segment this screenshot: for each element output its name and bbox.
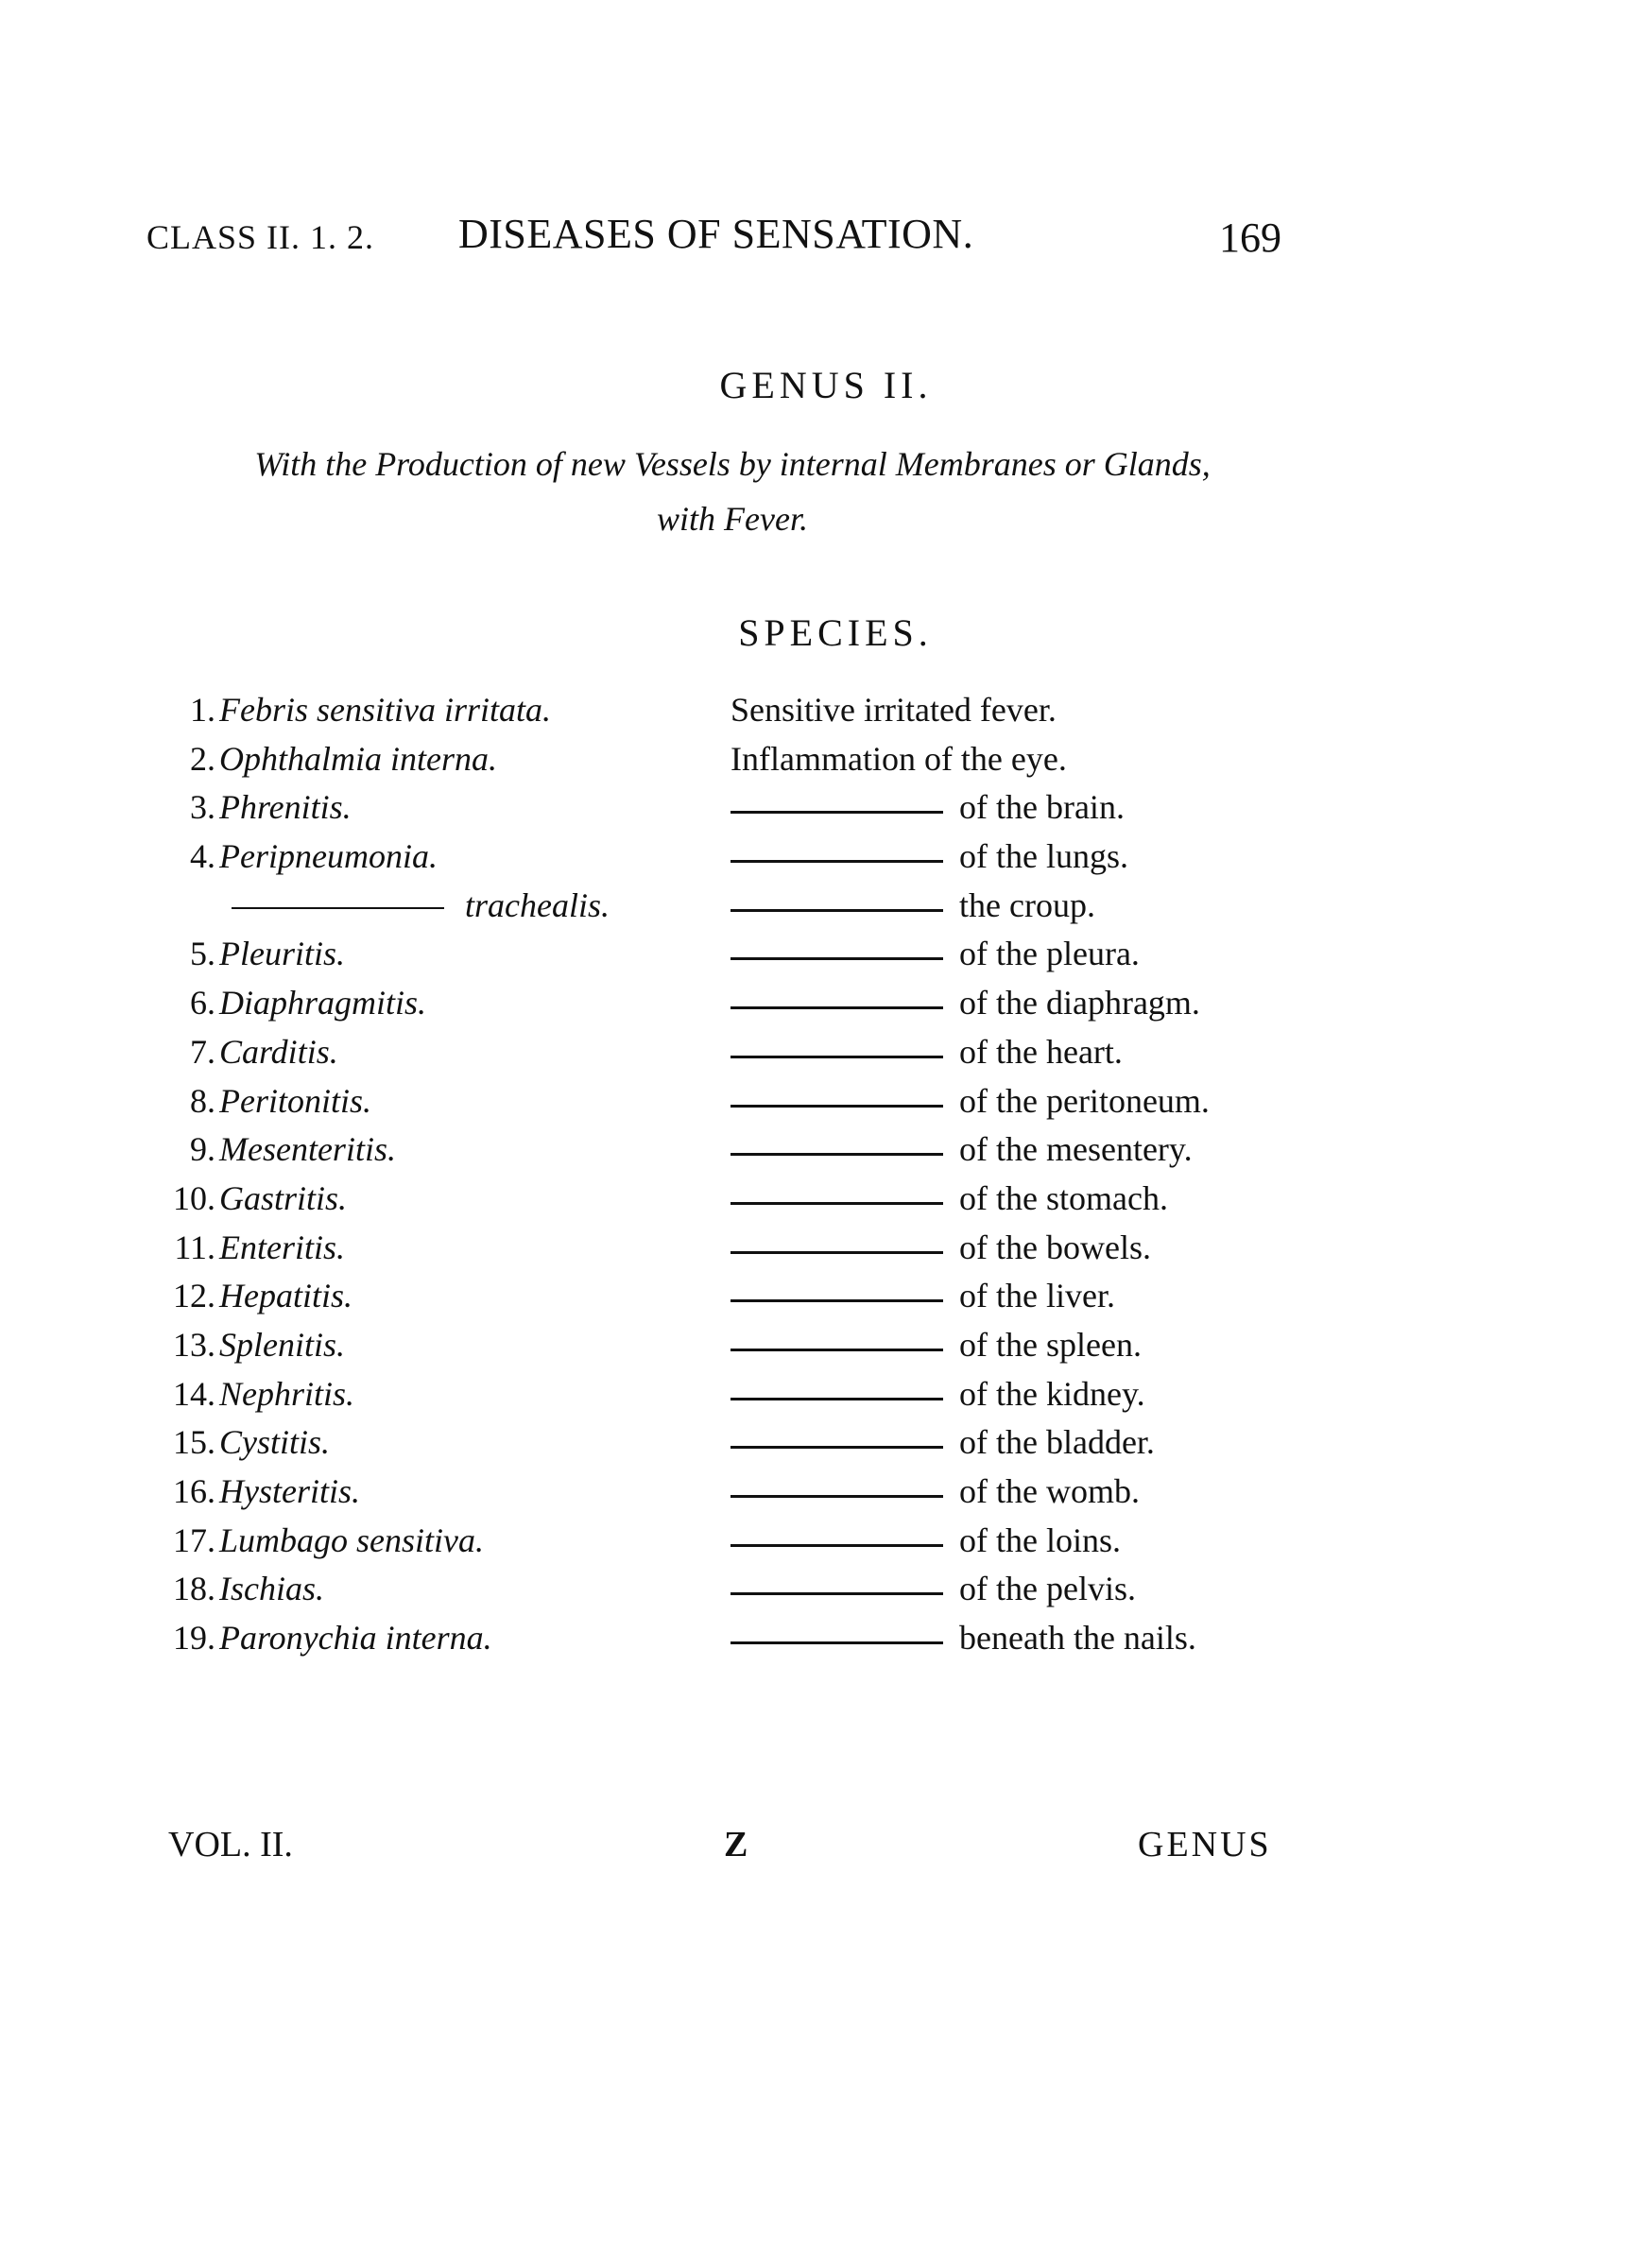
species-latin-name: Carditis. xyxy=(219,1032,338,1071)
ditto-rule xyxy=(731,1398,943,1400)
species-number: 10. xyxy=(173,1178,215,1217)
species-number: 4. xyxy=(190,837,215,876)
species-number: 14. xyxy=(173,1374,215,1413)
ditto-rule xyxy=(232,907,444,909)
species-english-name: of the peritoneum. xyxy=(959,1081,1210,1120)
species-row xyxy=(0,1032,1633,1081)
ditto-rule xyxy=(731,909,943,912)
species-english-name: of the pleura. xyxy=(959,935,1140,973)
genus-subtitle-line-1: With the Production of new Vessels by internal Membranes or Glands, xyxy=(254,445,1211,483)
species-english-name: of the stomach. xyxy=(959,1178,1168,1217)
ditto-rule xyxy=(731,1349,943,1351)
species-english-name: of the pelvis. xyxy=(959,1570,1136,1608)
species-english-name: of the womb. xyxy=(959,1472,1140,1510)
page-footer xyxy=(0,1824,1633,1881)
ditto-rule xyxy=(731,1202,943,1205)
species-english-name: of the liver. xyxy=(959,1277,1115,1315)
catchword: GENUS xyxy=(1138,1825,1272,1864)
species-row xyxy=(0,1276,1633,1325)
species-number: 6. xyxy=(190,984,215,1022)
species-english-name: of the loins. xyxy=(959,1521,1121,1559)
species-latin-name: Lumbago sensitiva. xyxy=(219,1521,485,1559)
species-row xyxy=(0,1521,1633,1570)
species-latin-name: Pleuritis. xyxy=(219,935,345,973)
species-english-name: beneath the nails. xyxy=(959,1619,1196,1658)
species-latin-name: Hysteritis. xyxy=(219,1472,360,1510)
species-row xyxy=(0,1422,1633,1471)
species-latin-subvariety xyxy=(232,885,610,925)
species-heading: SPECIES. xyxy=(738,611,933,654)
species-latin-name: Ophthalmia interna. xyxy=(219,739,497,778)
species-number: 13. xyxy=(173,1325,215,1364)
species-row xyxy=(0,1618,1633,1667)
species-latin-name: Paronychia interna. xyxy=(219,1619,492,1658)
genus-subtitle-line-2: with Fever. xyxy=(657,500,808,538)
species-number: 16. xyxy=(173,1472,215,1510)
ditto-rule xyxy=(731,1592,943,1595)
running-title: DISEASES OF SENSATION. xyxy=(458,211,974,257)
genus-heading: GENUS II. xyxy=(719,364,933,406)
species-latin-name: trachealis. xyxy=(465,885,610,924)
species-row xyxy=(0,934,1633,983)
ditto-rule xyxy=(731,957,943,960)
species-latin-name: Febris sensitiva irritata. xyxy=(219,691,551,729)
species-latin-name: Gastritis. xyxy=(219,1178,348,1217)
running-header xyxy=(0,210,1633,266)
species-english-name: of the brain. xyxy=(959,788,1125,827)
ditto-rule xyxy=(731,1251,943,1254)
species-english-name: of the bowels. xyxy=(959,1228,1151,1266)
species-english-name: of the spleen. xyxy=(959,1325,1142,1364)
ditto-rule xyxy=(731,1299,943,1302)
species-number: 2. xyxy=(190,739,215,778)
species-english-name: the croup. xyxy=(959,885,1095,924)
ditto-rule xyxy=(731,1495,943,1498)
ditto-rule xyxy=(731,1544,943,1547)
species-latin-name: Peripneumonia. xyxy=(219,837,438,876)
species-row xyxy=(0,787,1633,836)
species-english-name: Sensitive irritated fever. xyxy=(731,691,1057,729)
species-list xyxy=(0,690,1633,1667)
species-number: 18. xyxy=(173,1570,215,1608)
species-number: 1. xyxy=(190,691,215,729)
species-number: 19. xyxy=(173,1619,215,1658)
ditto-rule xyxy=(731,1105,943,1108)
species-number: 3. xyxy=(190,788,215,827)
species-latin-name: Phrenitis. xyxy=(219,788,352,827)
species-number: 17. xyxy=(173,1521,215,1559)
ditto-rule xyxy=(731,1006,943,1009)
ditto-rule xyxy=(731,1641,943,1644)
species-row xyxy=(0,836,1633,885)
species-row xyxy=(0,1471,1633,1521)
species-number: 7. xyxy=(190,1032,215,1071)
species-latin-name: Peritonitis. xyxy=(219,1081,371,1120)
ditto-rule xyxy=(731,811,943,814)
volume-label: VOL. II. xyxy=(168,1825,293,1864)
genus-subtitle xyxy=(165,437,1299,546)
species-row xyxy=(0,1569,1633,1618)
page-number: 169 xyxy=(1219,215,1281,261)
species-number: 11. xyxy=(174,1228,215,1266)
species-number: 9. xyxy=(190,1130,215,1169)
ditto-rule xyxy=(731,1056,943,1058)
species-latin-name: Nephritis. xyxy=(219,1374,355,1413)
species-row xyxy=(0,983,1633,1032)
species-number: 8. xyxy=(190,1081,215,1120)
species-row xyxy=(0,1081,1633,1130)
species-english-name: of the lungs. xyxy=(959,837,1128,876)
species-english-name: Inflammation of the eye. xyxy=(731,739,1067,778)
species-row xyxy=(0,1374,1633,1423)
species-english-name: of the diaphragm. xyxy=(959,984,1200,1022)
species-latin-name: Hepatitis. xyxy=(219,1277,352,1315)
species-row xyxy=(0,885,1633,935)
species-latin-name: Splenitis. xyxy=(219,1325,345,1364)
species-row xyxy=(0,1178,1633,1228)
species-row xyxy=(0,690,1633,739)
species-english-name: of the kidney. xyxy=(959,1374,1145,1413)
ditto-rule xyxy=(731,1153,943,1156)
species-number: 5. xyxy=(190,935,215,973)
ditto-rule xyxy=(731,1446,943,1449)
species-english-name: of the mesentery. xyxy=(959,1130,1193,1169)
species-number: 15. xyxy=(173,1423,215,1462)
species-latin-name: Cystitis. xyxy=(219,1423,331,1462)
species-row xyxy=(0,1325,1633,1374)
class-label: CLASS II. 1. 2. xyxy=(146,218,375,256)
species-latin-name: Enteritis. xyxy=(219,1228,345,1266)
species-row xyxy=(0,739,1633,788)
species-english-name: of the heart. xyxy=(959,1032,1123,1071)
ditto-rule xyxy=(731,860,943,863)
species-number: 12. xyxy=(173,1277,215,1315)
species-row xyxy=(0,1228,1633,1277)
species-latin-name: Mesenteritis. xyxy=(219,1130,396,1169)
species-english-name: of the bladder. xyxy=(959,1423,1155,1462)
species-latin-name: Ischias. xyxy=(219,1570,324,1608)
signature-mark: Z xyxy=(724,1825,748,1864)
species-latin-name: Diaphragmitis. xyxy=(219,984,427,1022)
species-row xyxy=(0,1129,1633,1178)
